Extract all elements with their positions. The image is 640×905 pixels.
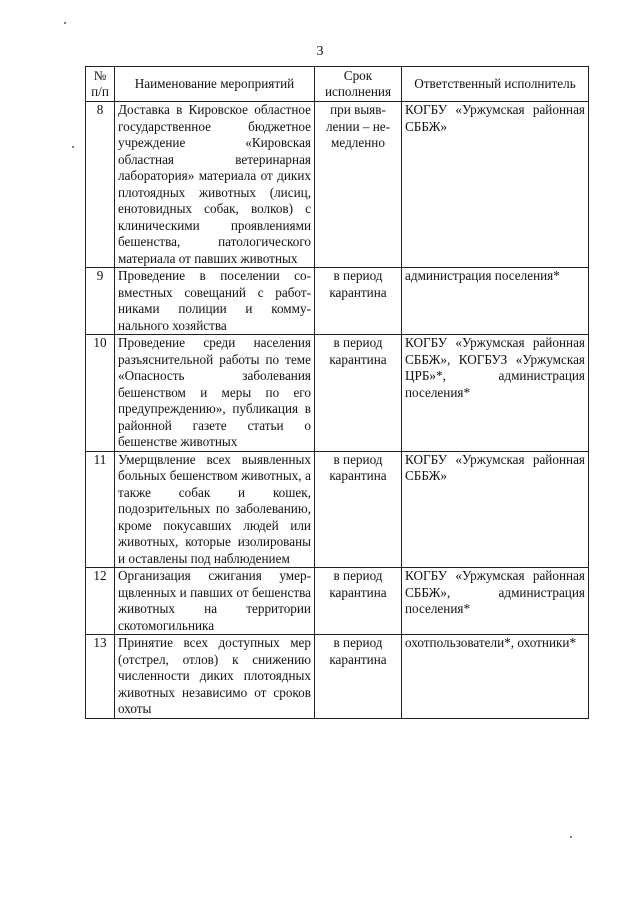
- row-term: в период карантина: [315, 451, 402, 568]
- row-term: в период карантина: [315, 568, 402, 635]
- table-row: [86, 451, 589, 568]
- header-term: Срок исполнения: [315, 67, 402, 102]
- table-row: [86, 268, 589, 335]
- table-row: [86, 568, 589, 635]
- row-name: Организация сжигания умерщвленных и павших от бешенства животных на территории скотомогильника: [115, 568, 315, 635]
- page-number: 3: [316, 44, 324, 59]
- row-number: 11: [86, 451, 115, 568]
- header-number: № п/п: [86, 67, 115, 102]
- header-name: Наименование мероприятий: [115, 67, 315, 102]
- row-name: Принятие всех доступных мер (отстрел, отлов) к снижению численности диких плотоядных животных независимо от сроков охоты: [115, 635, 315, 719]
- row-name: Умерщвление всех выявленных больных бешенством животных, а также собак и кошек, подозрительных по заболеванию, кроме покусавших людей или животных, которые изолированы и оставлены под наблюдением: [115, 451, 315, 568]
- measures-table: [85, 66, 589, 719]
- row-responsible: охотпользователи*, охотники*: [402, 635, 589, 719]
- row-name: Проведение среди населения разъяснительной работы по теме «Опасность заболевания бешенством и меры по его предупреждению», публикация в районной газете статьи о бешенстве животных: [115, 335, 315, 452]
- row-term: в период карантина: [315, 268, 402, 335]
- row-responsible: КОГБУ «Уржумская районная СББЖ»: [402, 451, 589, 568]
- row-term: в период карантина: [315, 335, 402, 452]
- table-row: [86, 635, 589, 719]
- header-responsible: Ответственный исполнитель: [402, 67, 589, 102]
- row-name: Доставка в Кировское областное государственное бюджетное учреждение «Кировская областная ветеринарная лаборатория» материала от диких плотоядных животных (лисиц, енотовидных собак, волков) с клиническими проявлениями бешенства, патологического материала от павших животных: [115, 102, 315, 268]
- table-row: [86, 335, 589, 452]
- scan-speck: [72, 146, 74, 148]
- row-number: 8: [86, 102, 115, 268]
- scan-speck: [570, 836, 572, 838]
- row-responsible: КОГБУ «Уржумская районная СББЖ»: [402, 102, 589, 268]
- row-responsible: КОГБУ «Уржумская районная СББЖ», администрация поселения*: [402, 568, 589, 635]
- table-header-row: [86, 67, 589, 102]
- row-number: 13: [86, 635, 115, 719]
- row-number: 9: [86, 268, 115, 335]
- row-responsible: КОГБУ «Уржумская районная СББЖ», КОГБУЗ «Уржумская ЦРБ»*, администрация поселения*: [402, 335, 589, 452]
- row-term: в период карантина: [315, 635, 402, 719]
- table-row: [86, 102, 589, 268]
- row-responsible: администрация поселения*: [402, 268, 589, 335]
- row-number: 10: [86, 335, 115, 452]
- row-name: Проведение в поселении совместных совещаний с работниками полиции и коммунального хозяйства: [115, 268, 315, 335]
- row-term: при выявлении – немедленно: [315, 102, 402, 268]
- scan-speck: [64, 22, 66, 24]
- row-number: 12: [86, 568, 115, 635]
